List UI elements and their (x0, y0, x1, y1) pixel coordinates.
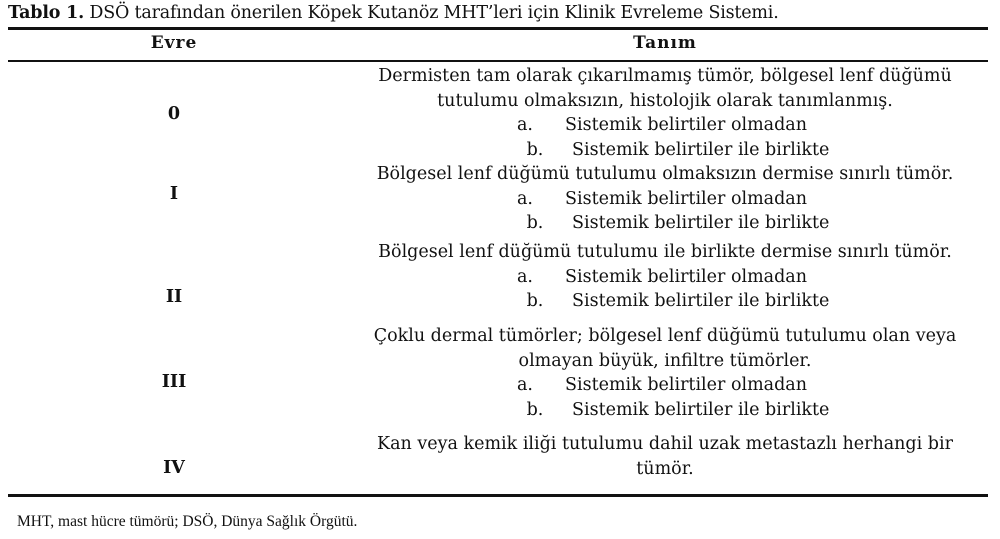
subitem-letter: a. (517, 188, 533, 209)
subitem-text: Sistemik belirtiler ile birlikte (572, 213, 830, 233)
description-line: tutulumu olmaksızın, histolojik olarak tanımlanmış. (437, 90, 893, 111)
stage-label: II (165, 287, 183, 307)
table-caption (8, 3, 779, 23)
subitem-a (340, 373, 990, 398)
subitem-b (340, 211, 990, 236)
subitem-a (340, 113, 990, 138)
subitem-a (340, 187, 990, 212)
bottom-rule (8, 494, 988, 497)
subitem-text: Sistemik belirtiler ile birlikte (572, 291, 830, 311)
description-line: tümör. (636, 458, 694, 479)
description-line: Dermisten tam olarak çıkarılmamış tümör, bölgesel lenf düğümü (378, 66, 952, 86)
subitem-text: Sistemik belirtiler olmadan (565, 375, 808, 395)
subitem-text: Sistemik belirtiler ile birlikte (572, 139, 830, 160)
subitem-text: Sistemik belirtiler olmadan (565, 188, 808, 209)
stage-description (340, 432, 990, 481)
subitem-letter: a. (517, 375, 533, 395)
top-rule (8, 27, 988, 30)
description-line: Kan veya kemik iliği tutulumu dahil uzak metastazlı herhangi bir (377, 434, 953, 454)
description-line: Bölgesel lenf düğümü tutulumu ile birlikte dermise sınırlı tümör. (378, 242, 952, 262)
subitem-text: Sistemik belirtiler olmadan (565, 266, 808, 287)
caption-text: DSÖ tarafından önerilen Köpek Kutanöz MHT’leri için Klinik Evreleme Sistemi. (84, 3, 779, 23)
stage-description (340, 162, 990, 236)
stage-label: I (169, 184, 179, 204)
header-tanim: Tanım (633, 33, 697, 53)
stage-description (340, 240, 990, 314)
description-line: Çoklu dermal tümörler; bölgesel lenf düğümü tutulumu olan veya (373, 326, 957, 346)
subitem-text: Sistemik belirtiler ile birlikte (572, 399, 830, 420)
subitem-letter: b. (526, 139, 544, 160)
subitem-letter: a. (517, 266, 533, 287)
subitem-a (340, 265, 990, 290)
description-line: olmayan büyük, infiltre tümörler. (518, 350, 812, 371)
stage-description (340, 324, 990, 422)
header-evre: Evre (150, 33, 198, 53)
subitem-letter: b. (526, 213, 544, 233)
description-line: Bölgesel lenf düğümü tutulumu olmaksızın dermise sınırlı tümör. (376, 164, 954, 184)
stage-label: IV (163, 458, 185, 478)
subitem-b (340, 138, 990, 163)
subitem-b (340, 289, 990, 314)
stage-description (340, 64, 990, 162)
subitem-b (340, 398, 990, 423)
subitem-text: Sistemik belirtiler olmadan (565, 115, 808, 135)
caption-label: Tablo 1. (8, 3, 85, 23)
subitem-letter: b. (526, 291, 544, 311)
subitem-letter: b. (526, 399, 544, 420)
stage-label: 0 (167, 104, 181, 124)
table-footnote: MHT, mast hücre tümörü; DSÖ, Dünya Sağlık Örgütü. (17, 513, 358, 530)
stage-label: III (161, 372, 187, 392)
subitem-letter: a. (517, 115, 533, 135)
header-rule (8, 60, 988, 62)
